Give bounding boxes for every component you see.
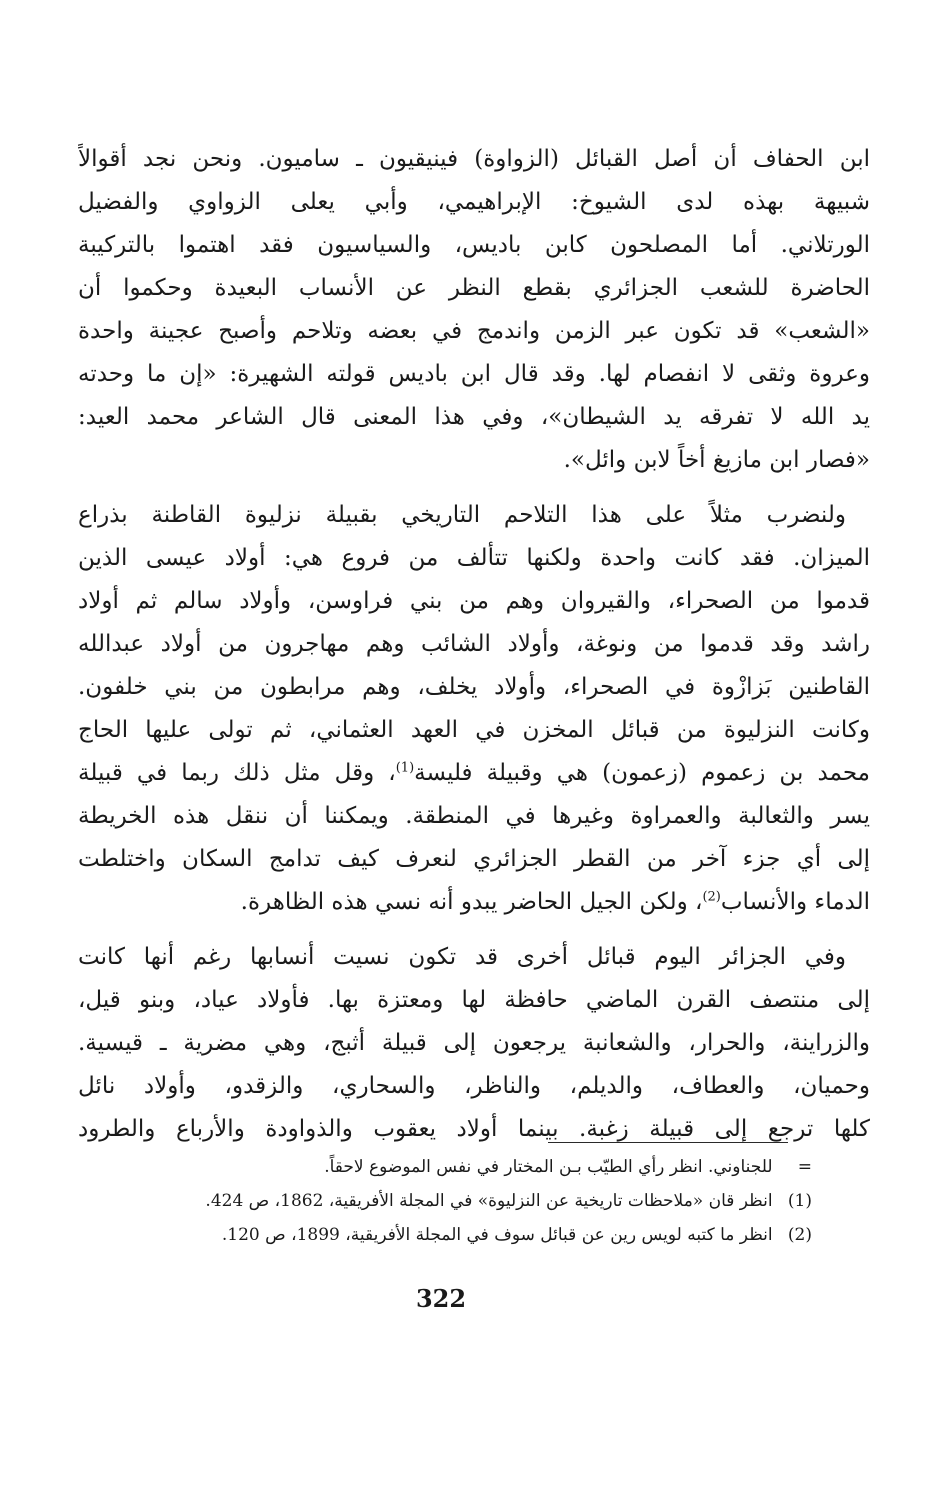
footnote-ref-1: (1) [395,760,415,776]
footnote-mark: (2) [787,1225,812,1245]
text-line: الورتلاني. أما المصلحون كابن باديس، والسياسيون فقد اهتموا بالتركيبة [78,232,870,258]
footnote-mark: = [797,1157,812,1177]
footnote-item [100,1218,812,1252]
paragraph-1 [78,138,870,482]
footnote-text: للجناوني. انظر رأي الطيّب بـن المختار في نفس الموضوع لاحقاً. [324,1157,773,1177]
text-line [78,752,870,795]
paragraph-2 [78,494,870,924]
text-line: وفي الجزائر اليوم قبائل أخرى قد تكون نسيت أنسابها رغم أنها كانت [78,944,846,970]
footnote-divider [548,1142,788,1143]
text-line: إلى منتصف القرن الماضي حافظة لها ومعتزة بها. فأولاد عياد، وبنو قيل، [78,987,870,1013]
text-segment: محمد بن زعموم (زعمون) هي وقبيلة فليسة [414,760,870,786]
text-line: شبيهة بهذه لدى الشيوخ: الإبراهيمي، وأبي يعلى الزواوي والفضيل [78,189,870,215]
text-line: ولنضرب مثلاً على هذا التلاحم التاريخي بقبيلة نزليوة القاطنة بذراع [78,502,846,528]
text-line: إلى أي جزء آخر من القطر الجزائري لنعرف كيف تدامج السكان واختلطت [78,846,870,872]
text-line: كلها ترجع إلى قبيلة زغبة. بينما أولاد يعقوب والذواودة والأرباع والطرود [78,1116,870,1142]
footnote-ref-2: (2) [702,889,721,905]
text-line: القاطنين بَزازْوة في الصحراء، وأولاد يخلف، وهم مرابطون من بني خلفون. [78,674,870,700]
footnote-mark: (1) [787,1191,812,1211]
paragraph-3 [78,936,870,1151]
text-line [78,881,870,924]
text-line: والزراينة، والحرار، والشعانبة يرجعون إلى قبيلة أثبج، وهي مضرية ـ قيسية. [78,1030,870,1056]
text-line: «فصار ابن مازيغ أخاً لابن وائل». [563,447,870,473]
page-number: 322 [415,1284,467,1313]
text-line: الحاضرة للشعب الجزائري بقطع النظر عن الأنساب البعيدة وحكموا أن [78,275,870,301]
footnote-item [100,1150,812,1184]
text-line: وكانت النزليوة من قبائل المخزن في العهد العثماني، ثم تولى عليها الحاج [78,717,870,743]
text-line: الميزان. فقد كانت واحدة ولكنها تتألف من فروع هي: أولاد عيسى الذين [78,545,870,571]
text-line: قدموا من الصحراء، والقيروان وهم من بني فراوسن، وأولاد سالم ثم أولاد [78,588,870,614]
text-line: راشد وقد قدموا من ونوغة، وأولاد الشائب وهم مهاجرون من أولاد عبدالله [78,631,870,657]
text-line: يسر والثعالبة والعمراوة وغيرها في المنطقة. ويمكننا أن ننقل هذه الخريطة [78,803,870,829]
footnote-text: انظر قان «ملاحظات تاريخية عن النزليوة» في المجلة الأفريقية، 1862، ص 424. [205,1191,773,1211]
text-line: وعروة وثقى لا انفصام لها. وقد قال ابن باديس قولته الشهيرة: «إن ما وحدته [78,361,870,387]
text-line: «الشعب» قد تكون عبر الزمن واندمج في بعضه وتلاحم وأصبح عجينة واحدة [78,318,870,344]
footnote-text: انظر ما كتبه لويس رين عن قبائل سوف في المجلة الأفريقية، 1899، ص 120. [221,1225,773,1245]
footnotes [100,1150,812,1252]
footnote-item [100,1184,812,1218]
text-line: وحميان، والعطاف، والديلم، والناظر، والسحاري، والزقدو، وأولاد نائل [78,1073,870,1099]
text-line: ابن الحفاف أن أصل القبائل (الزواوة) فينيقيون ـ ساميون. ونحن نجد أقوالاً [78,146,870,172]
text-segment: ، ولكن الجيل الحاضر يبدو أنه نسي هذه الظاهرة. [240,889,703,915]
text-segment: الدماء والأنساب [720,889,870,915]
text-line: يد الله لا تفرقه يد الشيطان»، وفي هذا المعنى قال الشاعر محمد العيد: [78,404,870,430]
text-segment: ، وقل مثل ذلك ربما في قبيلة [78,760,396,786]
main-text [78,138,870,1151]
